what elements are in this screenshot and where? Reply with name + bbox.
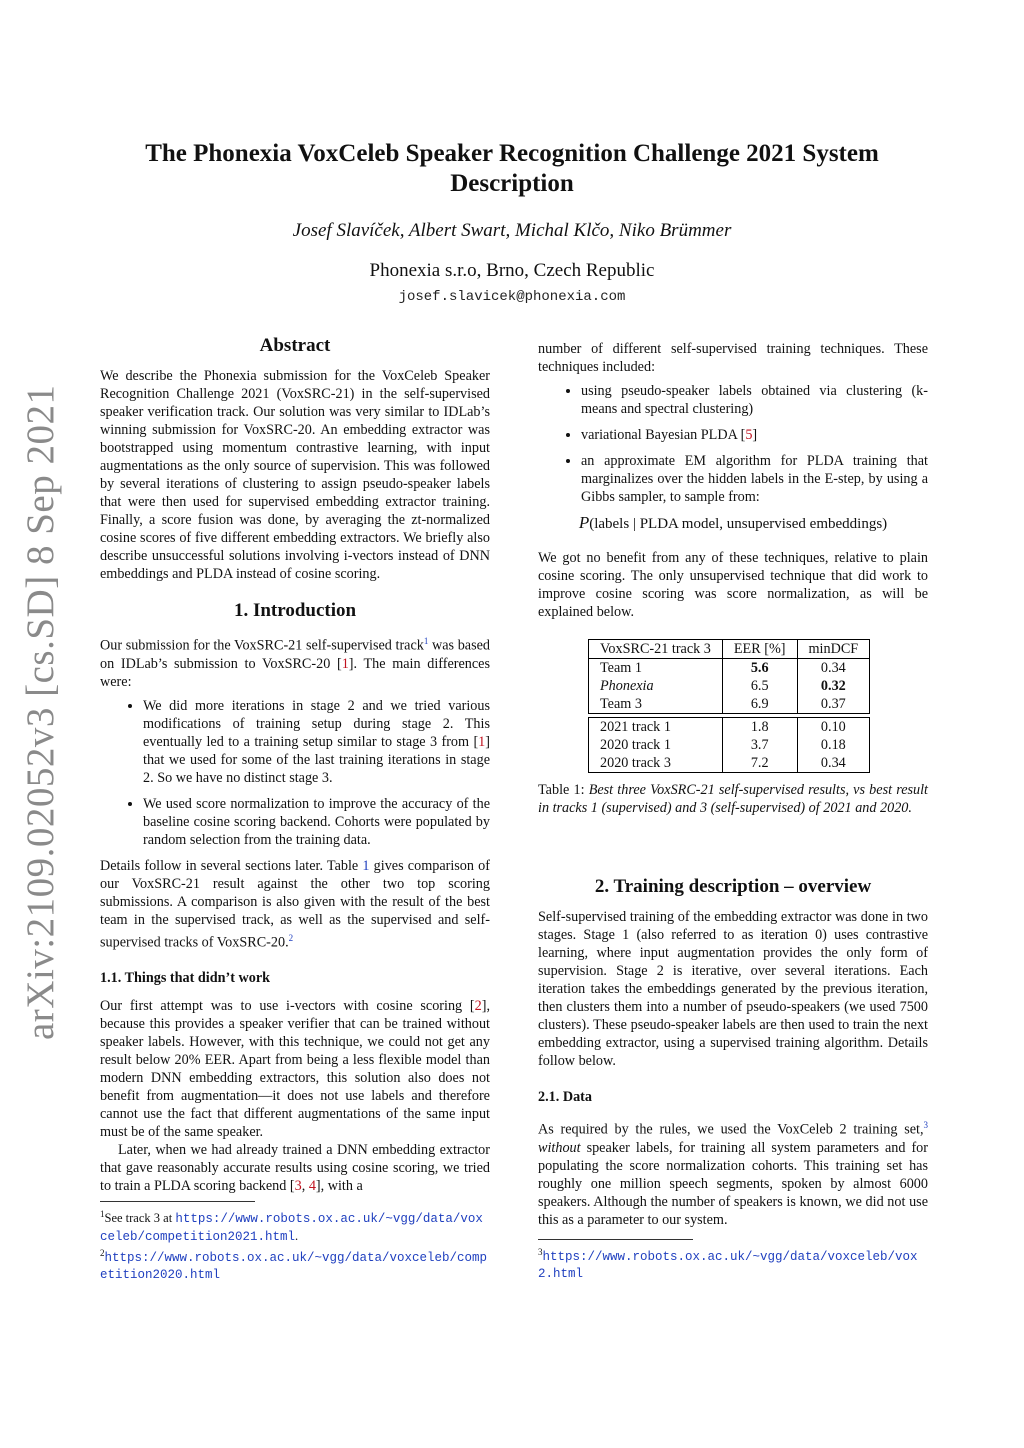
table-reference-link[interactable]: 1	[362, 857, 370, 874]
table-header-row	[589, 640, 870, 659]
table-cell: Team 3	[589, 695, 723, 714]
abstract-text: We describe the Phonexia submission for the VoxCeleb Speaker Recognition Challenge 2021 (VoxSRC-21) in the self-supervised speaker verification track. Our solution was very similar to IDLab’s winning submission for VoxSRC-20. An embedding extractor was bootstrapped using momentum contrastive learning, with input augmentations as the only source of supervision. This was followed by several iterations of clustering to assign pseudo-speaker labels that were then used for supervised embedding extractor training. Finally, a score fusion was done, by averaging the zt-normalized cosine scores of five different embedding extractors. We briefly also describe unsuccessful solutions involving i-vectors instead of DNN embeddings and PLDA instead of cosine scoring.	[100, 368, 490, 582]
footnote-1: $^1$See track 3 at https://www.robots.ox.ac.uk/~vgg/data/voxceleb/competition2021.html.	[100, 1209, 483, 1244]
list-item: • an approximate EM algorithm for PLDA training that marginalizes over the hidden labels in the E-step, by using a Gibbs sampler, to sample from:	[581, 452, 928, 506]
continued-paragraph: number of different self-supervised training techniques. These techniques included:	[538, 341, 928, 375]
citation-link[interactable]: 4	[308, 1178, 316, 1195]
table-row	[589, 754, 870, 773]
data-paragraph: As required by the rules, we used the VoxCeleb 2 training set,$^3$ without speaker labels, for training all system parameters and for populating the score normalization cohorts. This training set has roughly one million speech segments, spoken by almost 6000 speakers. Although the number of speakers is known, we did not use this as a parameter to our system.	[538, 1120, 928, 1228]
column-header: VoxSRC-21 track 3	[589, 640, 723, 659]
footnote-marker-3[interactable]: 3	[923, 1120, 928, 1130]
table-cell: 0.10	[797, 718, 870, 737]
table-row	[589, 718, 870, 737]
table-cell: 6.9	[722, 695, 797, 714]
citation-link[interactable]: 5	[745, 427, 753, 443]
citation-link[interactable]: 1	[478, 733, 486, 750]
footnote-divider	[100, 1201, 255, 1202]
paper-title: The Phonexia VoxCeleb Speaker Recognition Challenge 2021 System Description	[145, 140, 879, 197]
list-item: • We did more iterations in stage 2 and we tried various modifications of training setup during stage 2. This eventually led to a training setup similar to stage 3 from [1] that we used for some of the last training iterations in stage 2. So we have no distinct stage 3.	[143, 697, 490, 787]
footnote-marker-1[interactable]: 1	[423, 636, 429, 646]
table-cell: 2020 track 3	[589, 754, 723, 773]
techniques-list	[538, 382, 928, 506]
list-item: • using pseudo-speaker labels obtained via clustering (k-means and spectral clustering)	[581, 382, 928, 418]
probability-formula: P(labels | PLDA model, unsupervised embeddings)	[578, 513, 888, 532]
right-column	[538, 340, 928, 1282]
table-cell: 0.18	[797, 736, 870, 754]
results-table	[588, 639, 870, 773]
list-item: • variational Bayesian PLDA [5]	[581, 426, 928, 444]
failed-approaches-paragraph-2: Later, when we had already trained a DNN embedding extractor that gave reasonably accurate results using cosine scoring, we tried to train a PLDA scoring backend [3, 4], with a	[100, 1142, 490, 1195]
intro-paragraph-1: Our submission for the VoxSRC-21 self-supervised track$^1$ was based on IDLab’s submission to VoxSRC-20 [1]. The main differences were:	[100, 636, 490, 690]
intro-heading: 1. Introduction	[233, 600, 357, 621]
table-cell: 7.2	[722, 754, 797, 773]
footnote-2: $^2$https://www.robots.ox.ac.uk/~vgg/data/voxceleb/competition2020.html	[100, 1247, 488, 1282]
footnote-divider	[538, 1239, 693, 1240]
table-cell: 0.32	[797, 677, 870, 695]
left-column	[100, 334, 490, 1283]
table-caption: Table 1: Best three VoxSRC-21 self-supervised results, vs best result in tracks 1 (supervised) and 3 (self-supervised) of 2021 and 2020.	[538, 782, 928, 816]
column-header: EER [%]	[722, 640, 797, 659]
table-cell: Team 1	[589, 659, 723, 678]
column-header: minDCF	[797, 640, 870, 659]
subsection-heading: 2.1. Data	[538, 1089, 592, 1105]
footnote-url-link[interactable]: https://www.robots.ox.ac.uk/~vgg/data/voxceleb/vox2.html	[538, 1249, 918, 1281]
author-email[interactable]: josef.slavicek@phonexia.com	[398, 289, 626, 305]
citation-link[interactable]: 2	[474, 998, 482, 1015]
arxiv-identifier: arXiv:2109.02052v3 [cs.SD] 8 Sep 2021	[19, 384, 62, 1040]
footnote-url-link[interactable]: https://www.robots.ox.ac.uk/~vgg/data/voxceleb/competition2021.html	[100, 1212, 483, 1244]
table-cell: 0.34	[797, 659, 870, 678]
table-cell: 1.8	[722, 718, 797, 737]
results-paragraph: We got no benefit from any of these techniques, relative to plain cosine scoring. The only unsupervised technique that did work to improve cosine scoring was score normalization, as will be explained below.	[538, 550, 928, 620]
footnote-3: $^3$https://www.robots.ox.ac.uk/~vgg/data/voxceleb/vox2.html	[538, 1246, 918, 1281]
differences-list	[100, 697, 490, 849]
list-item: • We used score normalization to improve the accuracy of the baseline cosine scoring backend. Cohorts were populated by random selection from the training data.	[143, 795, 490, 849]
table-cell: Phonexia	[589, 677, 723, 695]
table-cell: 2020 track 1	[589, 736, 723, 754]
section-heading: 2. Training description – overview	[594, 876, 872, 897]
citation-link[interactable]: 3	[294, 1178, 302, 1195]
table-cell: 3.7	[722, 736, 797, 754]
table-cell: 2021 track 1	[589, 718, 723, 737]
abstract-heading: Abstract	[259, 335, 331, 356]
footnote-url-link[interactable]: https://www.robots.ox.ac.uk/~vgg/data/voxceleb/competition2020.html	[100, 1250, 488, 1282]
subsection-heading: 1.1. Things that didn’t work	[100, 970, 271, 987]
table-row	[589, 659, 870, 678]
table-cell: 5.6	[722, 659, 797, 678]
table-cell: 0.34	[797, 754, 870, 773]
affiliation: Phonexia s.r.o, Brno, Czech Republic	[369, 260, 655, 281]
footnote-marker-2[interactable]: 2	[288, 932, 294, 943]
table-cell: 6.5	[722, 677, 797, 695]
training-overview-paragraph: Self-supervised training of the embedding extractor was done in two stages. Stage 1 (also referred to as iteration 0) uses contrastive learning, where input augmentation provides the only form of supervision. Stage 2 is iterative, over several iterations. Each iteration takes the embeddings generated by the previous iteration, then clusters them into a number of pseudo-speakers (we used 7500 clusters). These pseudo-speaker labels are then used to train the next embedding extractor, using a supervised training algorithm. Details follow below.	[538, 909, 928, 1069]
table-row	[589, 677, 870, 695]
table-cell: 0.37	[797, 695, 870, 714]
citation-link[interactable]: 1	[341, 655, 349, 672]
table-row	[589, 695, 870, 714]
author-list: Josef Slavíček, Albert Swart, Michal Klčo, Niko Brümmer	[292, 220, 732, 241]
failed-approaches-paragraph-1: Our first attempt was to use i-vectors with cosine scoring [2], because this provides a speaker verifier that can be trained without speaker labels. However, with this technique, we could not get any result below 20% EER. Apart from being a less flexible model than modern DNN embedding extractors, this solution also does not benefit from augmentation—it does not use labels and therefore cannot use the fact that different augmentations of the same input must be of the same speaker.	[100, 998, 490, 1141]
table-row	[589, 736, 870, 754]
intro-paragraph-2: Details follow in several sections later. Table 1 gives comparison of our VoxSRC-21 result against the other two top scoring submissions. A comparison is also given with the result of the best team in the supervised track, as well as the supervised and self-supervised tracks of VoxSRC-20.$^2$	[100, 857, 490, 951]
